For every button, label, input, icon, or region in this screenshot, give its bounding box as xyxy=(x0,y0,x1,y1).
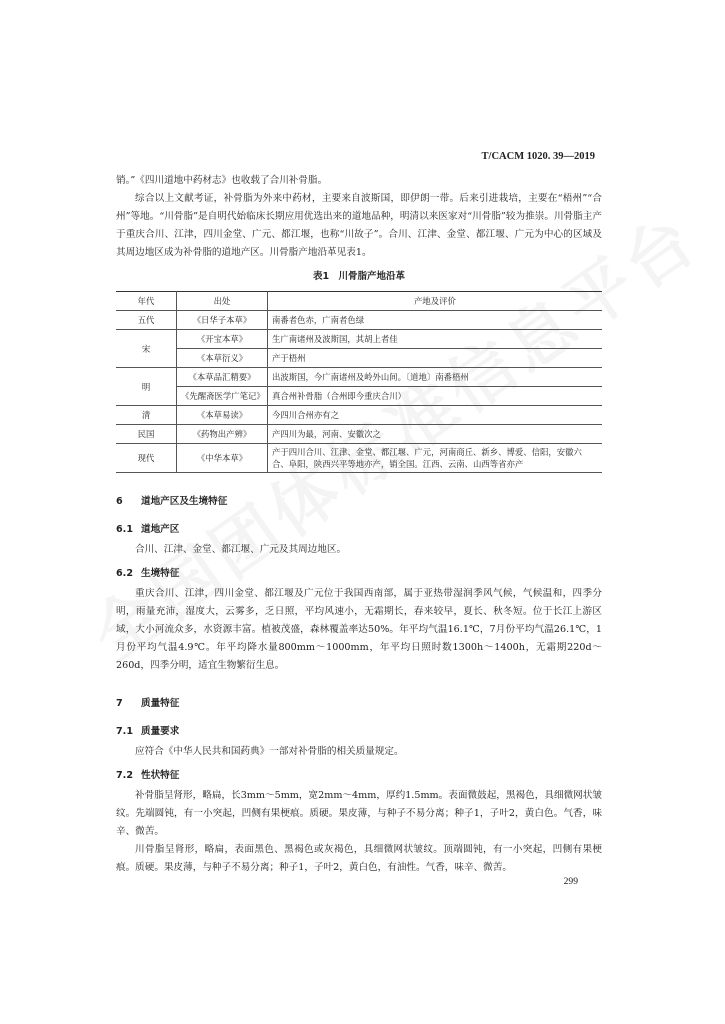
source-cell: 《本草衍义》 xyxy=(177,349,268,368)
era-cell: 民国 xyxy=(116,425,177,444)
era-cell: 明 xyxy=(116,368,177,406)
source-cell: 《药物出产辨》 xyxy=(177,425,268,444)
source-cell: 《中华本草》 xyxy=(177,444,268,473)
section-heading-6-2: 6.2 生境特征 xyxy=(116,568,180,579)
section-heading-6: 6 道地产区及生境特征 xyxy=(116,496,228,507)
table-row xyxy=(116,311,602,330)
table-header-source: 出处 xyxy=(177,292,268,311)
page-number: 299 xyxy=(563,876,578,887)
table-row xyxy=(116,387,602,406)
desc-cell: 出波斯国，今广南诸州及岭外山间。〔道地〕南番梧州 xyxy=(268,368,603,387)
table-header-desc: 产地及评价 xyxy=(268,292,603,311)
section-heading-6-1: 6.1 道地产区 xyxy=(116,524,180,535)
desc-cell: 产四川为最，河南、安徽次之 xyxy=(268,425,603,444)
origin-history-table xyxy=(116,291,602,473)
table-title: 表1 川骨脂产地沿革 xyxy=(312,271,406,282)
table-row xyxy=(116,368,602,387)
table-row xyxy=(116,406,602,425)
desc-cell: 产于梧州 xyxy=(268,349,603,368)
desc-cell: 今四川合州亦有之 xyxy=(268,406,603,425)
desc-cell: 南番者色赤，广南者色绿 xyxy=(268,311,603,330)
intro-paragraph-1: 销。”《四川道地中药材志》也收载了合川补骨脂。 xyxy=(116,175,328,186)
era-cell: 五代 xyxy=(116,311,177,330)
table-row xyxy=(116,330,602,349)
desc-cell: 生广南诸州及波斯国，其胡上者佳 xyxy=(268,330,603,349)
era-cell: 宋 xyxy=(116,330,177,368)
section-heading-7-2: 7.2 性状特征 xyxy=(116,770,180,781)
section-7-1-text: 应符合《中华人民共和国药典》一部对补骨脂的相关质量规定。 xyxy=(135,746,404,757)
section-7-2-text-2: 川骨脂呈肾形，略扁，表面黑色、黑褐色或灰褐色，具细微网状皱纹。顶端圆钝，有一小突起，凹侧有果梗痕。质硬。果皮薄，与种子不易分离；种子1，子叶2，黄白色，有油性。气香，味辛、微苦。 xyxy=(116,844,602,873)
table-row xyxy=(116,444,602,473)
source-cell: 《开宝本草》 xyxy=(177,330,268,349)
table-row xyxy=(116,425,602,444)
section-heading-7: 7 质量特征 xyxy=(116,698,180,709)
source-cell: 《先醒斋医学广笔记》 xyxy=(177,387,268,406)
desc-cell: 产于四川合川、江津、金堂、都江堰、广元，河南商丘、新乡、博爱、信阳，安徽六合、阜阳，陕西兴平等地亦产，销全国。江西、云南、山西等省亦产 xyxy=(268,444,603,473)
table-header-era: 年代 xyxy=(116,292,177,311)
table-header-row xyxy=(116,292,602,311)
source-cell: 《本草易读》 xyxy=(177,406,268,425)
source-cell: 《本草品汇精要》 xyxy=(177,368,268,387)
page-content xyxy=(116,172,602,877)
source-cell: 《日华子本草》 xyxy=(177,311,268,330)
intro-paragraph-2: 综合以上文献考证，补骨脂为外来中药材，主要来自波斯国，即伊朗一带。后来引进栽培，主要在“梧州”“合州”等地。“川骨脂”是自明代始临床长期应用优选出来的道地品种，明清以来医家对“川骨脂”较为推崇。川骨脂主产于重庆合川、江津，四川金堂、广元、都江堰，也称“川故子”。合川、江津、金堂、都江堰、广元为中心的区域及其周边地区成为补骨脂的道地产区。川骨脂产地沿革见表1。 xyxy=(116,193,602,258)
section-6-2-text: 重庆合川、江津，四川金堂、都江堰及广元位于我国西南部，属于亚热带湿润季风气候，气候温和，四季分明，雨量充沛，湿度大，云雾多，乏日照，平均风速小，无霜期长，春来较早，夏长、秋冬短。位于长江上游区域，大小河流众多，水资源丰富。植被茂盛，森林覆盖率达50%。年平均气温16.1℃，7月份平均气温26.1℃，1月份平均气温4.9℃。年平均降水量800mm～1000mm，年平均日照时数1300h～1400h，无霜期220d～260d，四季分明，适宜生物繁衍生息。 xyxy=(116,588,602,671)
era-cell: 清 xyxy=(116,406,177,425)
section-6-1-text: 合川、江津、金堂、都江堰、广元及其周边地区。 xyxy=(135,544,347,555)
table-row xyxy=(116,349,602,368)
section-7-2-text-1: 补骨脂呈肾形，略扁，长3mm～5mm，宽2mm～4mm，厚约1.5mm。表面微鼓起，黑褐色，具细微网状皱纹。先端圆钝，有一小突起，凹侧有果梗痕。质硬。果皮薄，与种子不易分离；种子1，子叶2，黄白色。气香，味辛、微苦。 xyxy=(116,790,602,837)
section-heading-7-1: 7.1 质量要求 xyxy=(116,726,180,737)
era-cell: 现代 xyxy=(116,444,177,473)
desc-cell: 真合州补骨脂（合州即今重庆合川） xyxy=(268,387,603,406)
standard-code: T/CACM 1020. 39—2019 xyxy=(481,151,595,162)
